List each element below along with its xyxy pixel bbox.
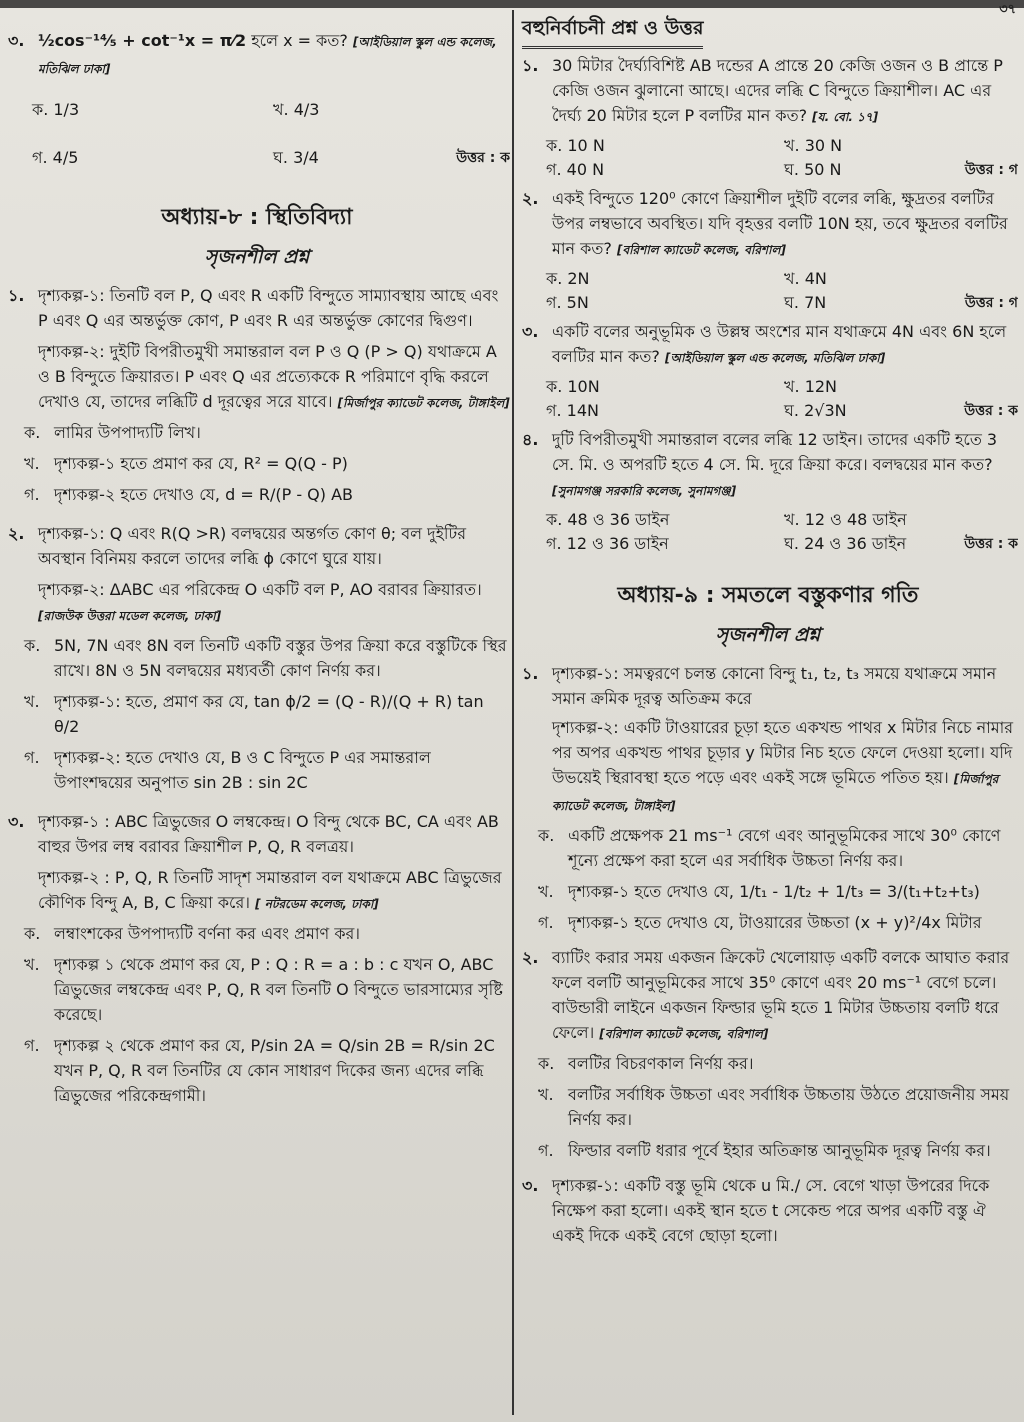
creative-question-2: ২. ব্যাটিং করার সময় একজন ক্রিকেট খেলোয়াড় একটি বলকে আঘাত করার ফলে বলটি আনুভূমিকের সাথে 35⁰ কোণে এবং 20 ms⁻¹ বেগে চলে। বাউন্ডারী লাইনে একজন ফিল্ডার ভূমি হতে 1 মিটার উচ্চতায় বলটি ধরে ফেলে। [বরিশাল ক্যাডেট কলেজ, বরিশাল] xyxy=(522,948,1010,1042)
answer-label: উত্তর : ক xyxy=(964,403,1018,419)
sub-question-b: খ. দৃশ্যকল্প-১: হতে, প্রমাণ কর যে, tan ϕ/2 = (Q - R)/(Q + R) tan θ/2 xyxy=(24,692,484,736)
option-a: ক. 48 ও 36 ডাইন xyxy=(546,510,670,529)
source-tag: [বরিশাল ক্যাডেট কলেজ, বরিশাল] xyxy=(616,243,786,257)
source-tag: [রাজউক উত্তরা মডেল কলেজ, ঢাকা] xyxy=(38,609,222,623)
source-tag: [বরিশাল ক্যাডেট কলেজ, বরিশাল] xyxy=(599,1027,769,1041)
column-divider xyxy=(512,10,514,1415)
creative-question-3: ৩. দৃশ্যকল্প-১: একটি বস্তু ভূমি থেকে u মি./ সে. বেগে খাড়া উপরের দিকে নিক্ষেপ করা হলো। একই স্থান হতে t সেকেন্ড পরে অপর একটি বস্তু ঐ একই দিকে একই বেগে ছোড়া হলো। xyxy=(522,1176,990,1245)
mcq-4: ৪. দুটি বিপরীতমুখী সমান্তরাল বলের লব্ধি 12 ডাইন। তাদের একটি হতে 3 সে. মি. ও অপরটি হতে 4 সে. মি. দূরে ক্রিয়া করে। বলদ্বয়ের মান কত? [সুনামগঞ্জ সরকারি কলেজ, সুনামগঞ্জ] xyxy=(522,430,998,498)
question-number: ৩. xyxy=(8,31,25,50)
scenario-2: দৃশ্যকল্প-২: একটি টাওয়ারের চূড়া হতে একখন্ড পাথর x মিটার নিচে নামার পর অপর একখন্ড পাথর চূড়ার y মিটার নিচ হতে ফেলে দেওয়া হলো। যদি উভয়েই স্থিরাবস্থা হতে পড়ে এবং একই সঙ্গে ভূমিতে পতিত হয়। [মির্জাপুর ক্যাডেট কলেজ, টাঙ্গাইল] xyxy=(552,718,1014,813)
creative-question-1: ১. দৃশ্যকল্প-১: তিনটি বল P, Q এবং R একটি বিন্দুতে সাম্যাবস্থায় আছে এবং P এবং Q এর অন্তর্ভুক্ত কোণ, P এবং R এর অন্তর্ভুক্ত কোণের দ্বিগুণ। দৃশ্যকল্প-২: দুইটি বিপরীতমুখী সমান্তরাল বল P ও Q (P > Q) যথাক্রমে A ও B বিন্দুতে ক্রিয়ারত। P এবং Q এর প্রত্যেককে R পরিমাণে বৃদ্ধি করলে দেখাও যে, তাদের লব্ধিটি d দূরত্বের সরে যাবে। [মির্জাপুর ক্যাডেট কলেজ, টাঙ্গাইল] xyxy=(4,283,510,416)
scenario: ব্যাটিং করার সময় একজন ক্রিকেট খেলোয়াড় একটি বলকে আঘাত করার ফলে বলটি আনুভূমিকের সাথে 35⁰ কোণে এবং 20 ms⁻¹ বেগে চলে। বাউন্ডারী লাইনে একজন ফিল্ডার ভূমি হতে 1 মিটার উচ্চতায় বলটি ধরে ফেলে। xyxy=(552,948,1010,1042)
sub-question-c: গ. দৃশ্যকল্প-২ হতে দেখাও যে, d = R/(P - Q) AB xyxy=(24,485,354,504)
answer-label: উত্তর : ক xyxy=(964,536,1018,552)
question-text: একই বিন্দুতে 120⁰ কোণে ক্রিয়াশীল দুইটি বলের লব্ধি, ক্ষুদ্রতর বলটির উপর লম্বভাবে অবস্থিত। যদি বৃহত্তর বলটি 10N হয়, তবে ক্ষুদ্রতর বলটির মান কত? xyxy=(552,189,1008,258)
source-tag: [আইডিয়াল স্কুল এন্ড কলেজ, মতিঝিল ঢাকা] xyxy=(38,35,497,76)
scenario-2: দৃশ্যকল্প-২ : P, Q, R তিনটি সাদৃশ সমান্তরাল বল যথাক্রমে ABC ত্রিভুজের কৌণিক বিন্দু A, B, C ক্রিয়া করে। [ নটরডেম কলেজ, ঢাকা] xyxy=(38,868,502,912)
top-header-strip xyxy=(0,0,1024,8)
scenario-1: দৃশ্যকল্প-১ : ABC ত্রিভুজের O লম্বকেন্দ্র। O বিন্দু থেকে BC, CA এবং AB বাহুর উপর লম্ব বরাবর ক্রিয়াশীল P, Q, R বলত্রয়। xyxy=(38,812,499,856)
creative-question-3: ৩. দৃশ্যকল্প-১ : ABC ত্রিভুজের O লম্বকেন্দ্র। O বিন্দু থেকে BC, CA এবং AB বাহুর উপর লম্ব বরাবর ক্রিয়াশীল P, Q, R বলত্রয়। দৃশ্যকল্প-২ : P, Q, R তিনটি সাদৃশ সমান্তরাল বল যথাক্রমে ABC ত্রিভুজের কৌণিক বিন্দু A, B, C ক্রিয়া করে। [ নটরডেম কলেজ, ঢাকা] xyxy=(4,809,510,917)
options-grid xyxy=(28,98,510,170)
sub-question-b: খ. দৃশ্যকল্প-১ হতে প্রমাণ কর যে, R² = Q(Q - P) xyxy=(24,454,348,473)
option-c: গ. 14N xyxy=(546,401,599,420)
scenario-1: দৃশ্যকল্প-১: তিনটি বল P, Q এবং R একটি বিন্দুতে সাম্যাবস্থায় আছে এবং P এবং Q এর অন্তর্ভুক্ত কোণ, P এবং R এর অন্তর্ভুক্ত কোণের দ্বিগুণ। xyxy=(38,286,499,330)
scenario: দৃশ্যকল্প-১: একটি বস্তু ভূমি থেকে u মি./ সে. বেগে খাড়া উপরের দিকে নিক্ষেপ করা হলো। একই স্থান হতে t সেকেন্ড পরে অপর একটি বস্তু ঐ একই দিকে একই বেগে ছোড়া হলো। xyxy=(552,1176,990,1245)
options-grid xyxy=(542,508,1018,556)
option-d: ঘ. 50 N উত্তর : গ xyxy=(780,158,1018,182)
answer-label: উত্তর : গ xyxy=(964,162,1018,178)
mcq-3-left xyxy=(4,28,510,82)
option-d: ঘ. 24 ও 36 ডাইন উত্তর : ক xyxy=(780,532,1018,556)
options-grid xyxy=(542,267,1018,315)
scenario-1: দৃশ্যকল্প-১: Q এবং R(Q >R) বলদ্বয়ের অন্তর্গত কোণ θ; বল দুইটির অবস্থান বিনিময় করলে তাদের লব্ধি ϕ কোণে ঘুরে যায়। xyxy=(38,524,467,568)
option-b: খ. 4N xyxy=(784,269,827,288)
sub-question-c: গ. ফিল্ডার বলটি ধরার পূর্বে ইহার অতিক্রান্ত আনুভূমিক দূরত্ব নির্ণয় কর। xyxy=(538,1141,991,1160)
option-c: গ. 12 ও 36 ডাইন xyxy=(546,534,669,553)
section-title: সৃজনশীল প্রশ্ন xyxy=(204,246,310,268)
mcq-2: ২. একই বিন্দুতে 120⁰ কোণে ক্রিয়াশীল দুইটি বলের লব্ধি, ক্ষুদ্রতর বলটির উপর লম্বভাবে অবস্থিত। যদি বৃহত্তর বলটি 10N হয়, তবে ক্ষুদ্রতর বলটির মান কত? [বরিশাল ক্যাডেট কলেজ, বরিশাল] xyxy=(522,189,1008,258)
option-b: খ. 12N xyxy=(784,377,838,396)
source-tag: [মির্জাপুর ক্যাডেট কলেজ, টাঙ্গাইল] xyxy=(552,772,999,813)
creative-question-1: ১. দৃশ্যকল্প-১: সমত্বরণে চলন্ত কোনো বিন্দু t₁, t₂, t₃ সময়ে যথাক্রমে সমান সমান ক্রমিক দূরত্ব অতিক্রম করে দৃশ্যকল্প-২: একটি টাওয়ারের চূড়া হতে একখন্ড পাথর x মিটার নিচে নামার পর অপর একখন্ড পাথর চূড়ার y মিটার নিচ হতে ফেলে দেওয়া হলো। যদি উভয়েই স্থিরাবস্থা হতে পড়ে এবং একই সঙ্গে ভূমিতে পতিত হয়। [মির্জাপুর ক্যাডেট কলেজ, টাঙ্গাইল] xyxy=(518,661,1018,819)
question-text: 30 মিটার দৈর্ঘ্যবিশিষ্ট AB দন্ডের A প্রান্তে 20 কেজি ওজন ও B প্রান্তে P কেজি ওজন ঝুলানো আছে। এদের লব্ধি C বিন্দুতে ক্রিয়াশীল। AC এর দৈর্ঘ্য 20 মিটার হলে P বলটির মান কত? xyxy=(552,56,1003,125)
scenario-2: দৃশ্যকল্প-২: দুইটি বিপরীতমুখী সমান্তরাল বল P ও Q (P > Q) যথাক্রমে A ও B বিন্দুতে ক্রিয়ারত। P এবং Q এর প্রত্যেককে R পরিমাণে বৃদ্ধি করলে দেখাও যে, তাদের লব্ধিটি d দূরত্বের সরে যাবে। [মির্জাপুর ক্যাডেট কলেজ, টাঙ্গাইল] xyxy=(38,342,510,411)
source-tag: [মির্জাপুর ক্যাডেট কলেজ, টাঙ্গাইল] xyxy=(337,396,510,410)
option-d: ঘ. 2√3N উত্তর : ক xyxy=(780,399,1018,423)
chapter-title: অধ্যায়-৮ : স্থিতিবিদ্যা xyxy=(161,205,353,230)
sub-question-c: গ. দৃশ্যকল্প ২ থেকে প্রমাণ কর যে, P/sin 2A = Q/sin 2B = R/sin 2C যখন P, Q, R বল তিনটির যে কোন সাধারণ দিকের জন্য এদের লব্ধি ত্রিভুজের পরিকেন্দ্রগামী। xyxy=(24,1036,495,1105)
source-tag: [য. বো. ১৭] xyxy=(812,110,879,124)
option-a: ক. 10 N xyxy=(546,136,605,155)
question-text: একটি বলের অনুভূমিক ও উল্লম্ব অংশের মান যথাক্রমে 4N এবং 6N হলে বলটির মান কত? xyxy=(552,322,1007,366)
sub-question-a: ক. একটি প্রক্ষেপক 21 ms⁻¹ বেগে এবং আনুভূমিকের সাথে 30⁰ কোণে শূন্যে প্রক্ষেপ করা হলে এর সর্বাধিক উচ্চতা নির্ণয় কর। xyxy=(538,826,1001,870)
mcq-1: ১. 30 মিটার দৈর্ঘ্যবিশিষ্ট AB দন্ডের A প্রান্তে 20 কেজি ওজন ও B প্রান্তে P কেজি ওজন ঝুলানো আছে। এদের লব্ধি C বিন্দুতে ক্রিয়াশীল। AC এর দৈর্ঘ্য 20 মিটার হলে P বলটির মান কত? [য. বো. ১৭] xyxy=(522,56,1003,125)
mcq-3: ৩. একটি বলের অনুভূমিক ও উল্লম্ব অংশের মান যথাক্রমে 4N এবং 6N হলে বলটির মান কত? [আইডিয়াল স্কুল এন্ড কলেজ, মতিঝিল ঢাকা] xyxy=(522,322,1007,366)
option-b: খ. 12 ও 48 ডাইন xyxy=(784,510,907,529)
option-d: ঘ. 7N উত্তর : গ xyxy=(780,291,1018,315)
page-number: ৩৭ xyxy=(999,2,1016,17)
answer-label: উত্তর : ক xyxy=(456,150,510,166)
equation: ½cos⁻¹⁴⁄₅ + cot⁻¹x = π⁄2 xyxy=(38,31,247,50)
question-text: দুটি বিপরীতমুখী সমান্তরাল বলের লব্ধি 12 ডাইন। তাদের একটি হতে 3 সে. মি. ও অপরটি হতে 4 সে. মি. দূরে ক্রিয়া করে। বলদ্বয়ের মান কত? xyxy=(552,430,998,474)
option-a: ক. 1/3 xyxy=(32,100,80,119)
sub-question-a: ক. 5N, 7N এবং 8N বল তিনটি একটি বস্তুর উপর ক্রিয়া করে বস্তুটিকে স্থির রাখে। 8N ও 5N বলদ্বয়ের মধ্যবর্তী কোণ নির্ণয় কর। xyxy=(24,636,507,680)
sub-question-a: ক. বলটির বিচরণকাল নির্ণয় কর। xyxy=(538,1054,754,1073)
sub-question-b: খ. দৃশ্যকল্প ১ থেকে প্রমাণ কর যে, P : Q : R = a : b : c যখন O, ABC ত্রিভুজের লম্বকেন্দ্র এবং P, Q, R বল তিনটি O বিন্দুতে ভারসাম্যের সৃষ্টি করেছে। xyxy=(24,955,503,1024)
option-b: খ. 4/3 xyxy=(273,100,320,119)
sub-question-c: গ. দৃশ্যকল্প-১ হতে দেখাও যে, টাওয়ারের উচ্চতা (x + y)²/4x মিটার xyxy=(538,913,982,932)
option-b: খ. 30 N xyxy=(784,136,843,155)
source-tag: [আইডিয়াল স্কুল এন্ড কলেজ, মতিঝিল ঢাকা] xyxy=(664,351,886,365)
left-column xyxy=(4,10,510,1414)
sub-question-b: খ. দৃশ্যকল্প-১ হতে দেখাও যে, 1/t₁ - 1/t₂ + 1/t₃ = 3/(t₁+t₂+t₃) xyxy=(538,882,980,901)
scenario-1: দৃশ্যকল্প-১: সমত্বরণে চলন্ত কোনো বিন্দু t₁, t₂, t₃ সময়ে যথাক্রমে সমান সমান ক্রমিক দূরত্ব অতিক্রম করে xyxy=(552,664,997,708)
sub-question-a: ক. লম্বাংশকের উপপাদ্যটি বর্ণনা কর এবং প্রমাণ কর। xyxy=(24,924,361,943)
answer-label: উত্তর : গ xyxy=(964,295,1018,311)
sub-question-c: গ. দৃশ্যকল্প-২: হতে দেখাও যে, B ও C বিন্দুতে P এর সমান্তরাল উপাংশদ্বয়ের অনুপাত sin 2B : sin 2C xyxy=(24,748,431,792)
option-d: ঘ. 3/4 উত্তর : ক xyxy=(269,146,510,170)
scenario-2: দৃশ্যকল্প-২: ΔABC এর পরিকেন্দ্র O একটি বল P, AO বরাবর ক্রিয়ারত। [রাজউক উত্তরা মডেল কলেজ, ঢাকা] xyxy=(38,580,482,623)
section-title: সৃজনশীল প্রশ্ন xyxy=(715,624,821,646)
question-text: হলে x = কত? xyxy=(251,31,348,50)
mcq-section-heading: বহুনির্বাচনী প্রশ্ন ও উত্তর xyxy=(522,14,1018,49)
sub-question-a: ক. লামির উপপাদ্যটি লিখ। xyxy=(24,423,201,442)
right-column xyxy=(518,10,1018,1414)
chapter-title: অধ্যায়-৯ : সমতলে বস্তুকণার গতি xyxy=(617,583,919,608)
sub-question-b: খ. বলটির সর্বাধিক উচ্চতা এবং সর্বাধিক উচ্চতায় উঠতে প্রয়োজনীয় সময় নির্ণয় কর। xyxy=(538,1085,1010,1129)
creative-question-2: ২. দৃশ্যকল্প-১: Q এবং R(Q >R) বলদ্বয়ের অন্তর্গত কোণ θ; বল দুইটির অবস্থান বিনিময় করলে তাদের লব্ধি ϕ কোণে ঘুরে যায়। দৃশ্যকল্প-২: ΔABC এর পরিকেন্দ্র O একটি বল P, AO বরাবর ক্রিয়ারত। [রাজউক উত্তরা মডেল কলেজ, ঢাকা] xyxy=(4,521,510,629)
options-grid xyxy=(542,375,1018,423)
option-c: গ. 5N xyxy=(546,293,589,312)
option-c: গ. 4/5 xyxy=(32,148,79,167)
option-c: গ. 40 N xyxy=(546,160,605,179)
source-tag: [ নটরডেম কলেজ, ঢাকা] xyxy=(255,897,379,911)
source-tag: [সুনামগঞ্জ সরকারি কলেজ, সুনামগঞ্জ] xyxy=(552,484,737,498)
option-a: ক. 10N xyxy=(546,377,600,396)
options-grid xyxy=(542,134,1018,182)
option-a: ক. 2N xyxy=(546,269,590,288)
